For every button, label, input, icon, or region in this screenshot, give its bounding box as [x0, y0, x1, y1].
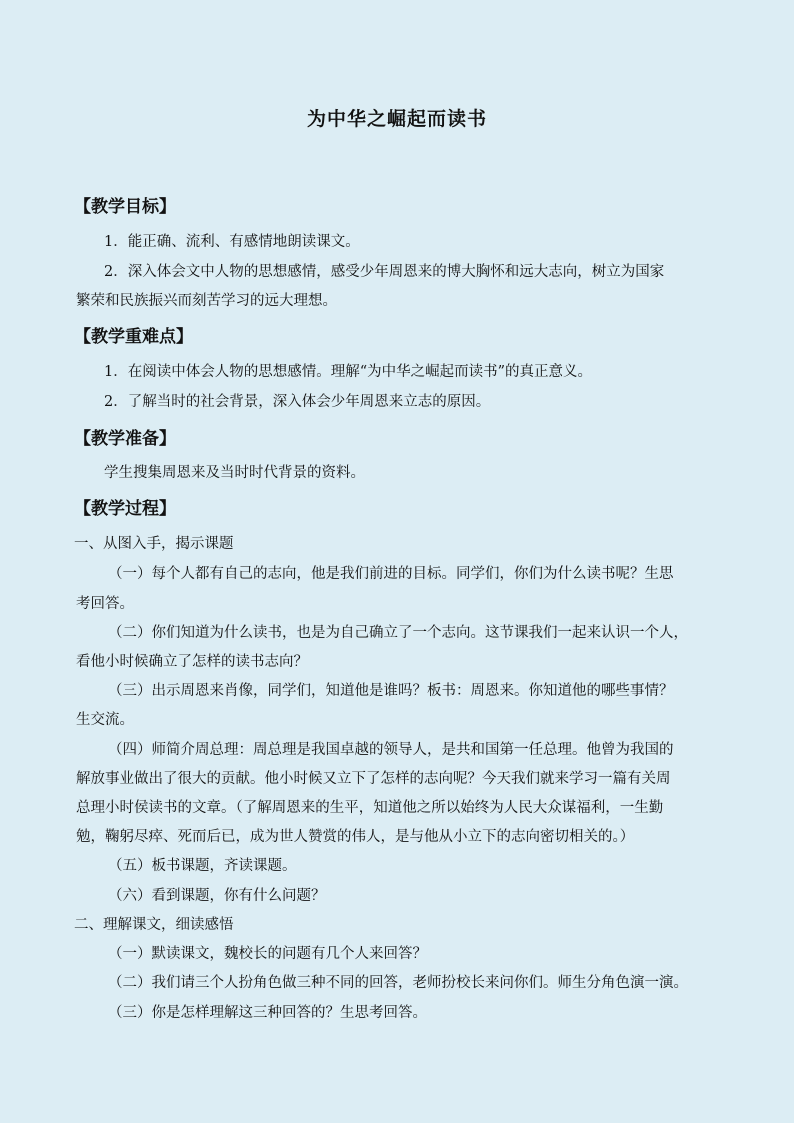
goal-line-1: 1．能正确、流利、有感情地朗读课文。	[104, 234, 360, 250]
part1-line-2: 考回答。	[76, 596, 134, 612]
part1-line-12: （六）看到课题，你有什么问题？	[108, 888, 326, 904]
document-title: 为中华之崛起而读书	[306, 108, 487, 130]
part1-line-3: （二）你们知道为什么读书，也是为自己确立了一个志向。这节课我们一起来认识一个人，	[108, 625, 688, 641]
heading-teaching-process: 【教学过程】	[74, 499, 176, 519]
part1-line-6: 生交流。	[76, 712, 134, 728]
part2-title: 二、理解课文，细读感悟	[74, 917, 234, 933]
part2-line-2: （二）我们请三个人扮角色做三种不同的回答，老师扮校长来问你们。师生分角色演一演。	[108, 975, 688, 991]
part1-line-8: 解放事业做出了很大的贡献。他小时候又立下了怎样的志向呢？今天我们就来学习一篇有关周	[76, 771, 671, 787]
heading-key-difficulties: 【教学重难点】	[74, 327, 193, 347]
part1-line-4: 看他小时候确立了怎样的读书志向？	[76, 654, 308, 670]
part1-line-5: （三）出示周恩来肖像，同学们，知道他是谁吗？板书：周恩来。你知道他的哪些事情？	[108, 683, 674, 699]
part2-line-1: （一）默读课文，魏校长的问题有几个人来回答？	[108, 946, 427, 962]
part1-line-9: 总理小时侯读书的文章。（了解周恩来的生平，知道他之所以始终为人民大众谋福利，一生勤	[76, 800, 664, 816]
difficulty-line-2: 2．了解当时的社会背景，深入体会少年周恩来立志的原因。	[104, 394, 491, 410]
heading-preparation: 【教学准备】	[74, 429, 176, 449]
part1-line-7: （四）师简介周总理：周总理是我国卓越的领导人，是共和国第一任总理。他曾为我国的	[108, 742, 674, 758]
difficulty-line-1: 1．在阅读中体会人物的思想感情。理解“为中华之崛起而读书”的真正意义。	[104, 364, 593, 380]
goal-line-2: 2．深入体会文中人物的思想感情，感受少年周恩来的博大胸怀和远大志向，树立为国家	[104, 264, 665, 280]
part1-line-10: 勉，鞠躬尽瘁、死而后已，成为世人赞赏的伟人，是与他从小立下的志向密切相关的。）	[76, 829, 635, 845]
heading-teaching-goals: 【教学目标】	[74, 197, 176, 217]
part1-line-1: （一）每个人都有自己的志向，他是我们前进的目标。同学们，你们为什么读书呢？生思	[108, 566, 674, 582]
part2-line-3: （三）你是怎样理解这三种回答的？生思考回答。	[108, 1005, 427, 1021]
goal-line-3: 繁荣和民族振兴而刻苦学习的远大理想。	[76, 293, 337, 309]
part1-line-11: （五）板书课题，齐读课题。	[108, 858, 297, 874]
preparation-line-1: 学生搜集周恩来及当时时代背景的资料。	[104, 465, 365, 481]
part1-title: 一、从图入手，揭示课题	[74, 536, 234, 552]
